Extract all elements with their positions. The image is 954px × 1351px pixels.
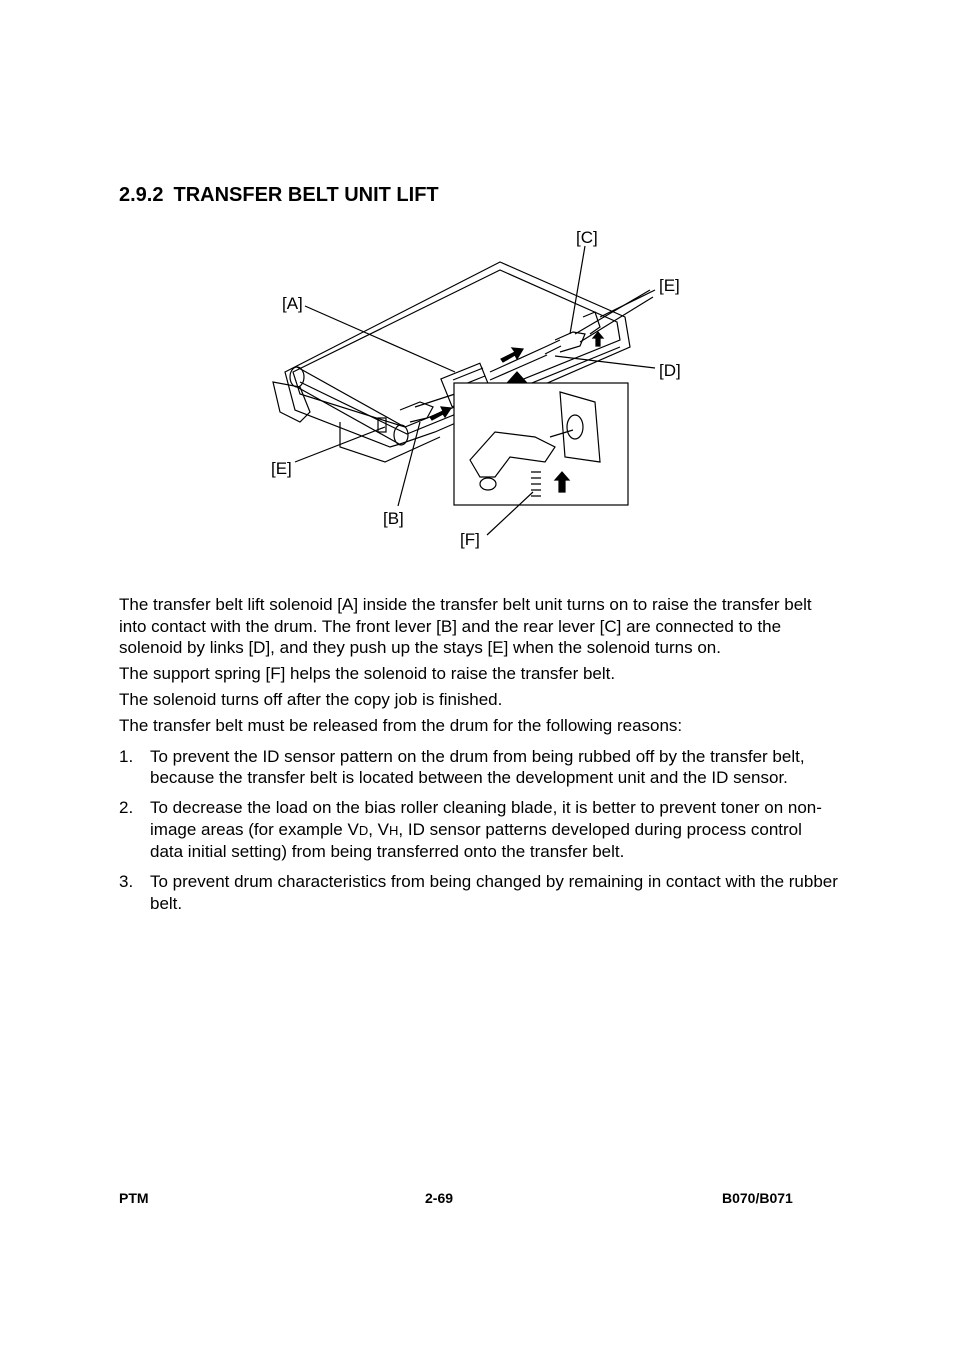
front-lever <box>400 402 433 422</box>
footer-right: B070/B071 <box>722 1190 793 1206</box>
page-number: 2-69 <box>425 1190 454 1206</box>
list-item-text: To prevent drum characteristics from being changed by remaining in contact with the rubber belt. <box>150 872 838 913</box>
callout-e-bottom: [E] <box>271 459 292 478</box>
leader-c <box>570 246 585 334</box>
list-marker: 3. <box>119 872 134 891</box>
illustration-drawing <box>255 222 695 557</box>
transfer-belt-lift-illustration <box>255 222 695 557</box>
reasons-list <box>119 746 839 915</box>
leader-b <box>398 422 420 506</box>
list-item-text: To decrease the load on the bias roller cleaning blade, it is better to prevent toner on non-image areas (for example V <box>150 798 822 839</box>
list-marker: 2. <box>119 798 134 817</box>
list-item <box>119 871 839 914</box>
list-item <box>119 746 839 789</box>
subscript-h: H <box>389 822 399 838</box>
callout-e-top: [E] <box>659 276 680 295</box>
callout-d: [D] <box>659 361 681 380</box>
body-text <box>119 594 839 923</box>
callout-c: [C] <box>576 228 598 247</box>
detail-inset-box <box>454 383 628 505</box>
callout-f: [F] <box>460 530 480 549</box>
footer-left: PTM <box>119 1190 149 1206</box>
paragraph: The support spring [F] helps the solenoid to raise the transfer belt. <box>119 664 616 683</box>
list-marker: 1. <box>119 746 134 766</box>
section-number: 2.9.2 <box>119 184 164 206</box>
list-item <box>119 797 839 863</box>
subscript-d: D <box>358 822 369 838</box>
callout-a: [A] <box>282 294 303 313</box>
paragraph: The transfer belt lift solenoid [A] inside the transfer belt unit turns on to raise the transfer belt into contact with the drum. The front lever [B] and the rear lever [C] are connected to the solenoid by links [D], and they push up the stays [E] when the solenoid turns on. <box>119 595 812 657</box>
list-item-text: To prevent the ID sensor pattern on the drum from being rubbed off by the transfer belt, because the transfer belt is located between the development unit and the ID sensor. <box>150 746 805 787</box>
list-item-text: , V <box>368 819 390 839</box>
left-bracket <box>273 382 310 422</box>
section-heading <box>119 184 439 207</box>
paragraph: The transfer belt must be released from the drum for the following reasons: <box>119 716 683 735</box>
list-item-text: , ID sensor patterns developed during process control data initial setting) from being transferred onto the transfer belt. <box>150 819 802 861</box>
lower-housing <box>340 422 440 462</box>
callout-b: [B] <box>383 509 404 528</box>
section-title: TRANSFER BELT UNIT LIFT <box>173 184 439 206</box>
paragraph: The solenoid turns off after the copy job is finished. <box>119 690 503 709</box>
leader-a <box>305 306 455 372</box>
